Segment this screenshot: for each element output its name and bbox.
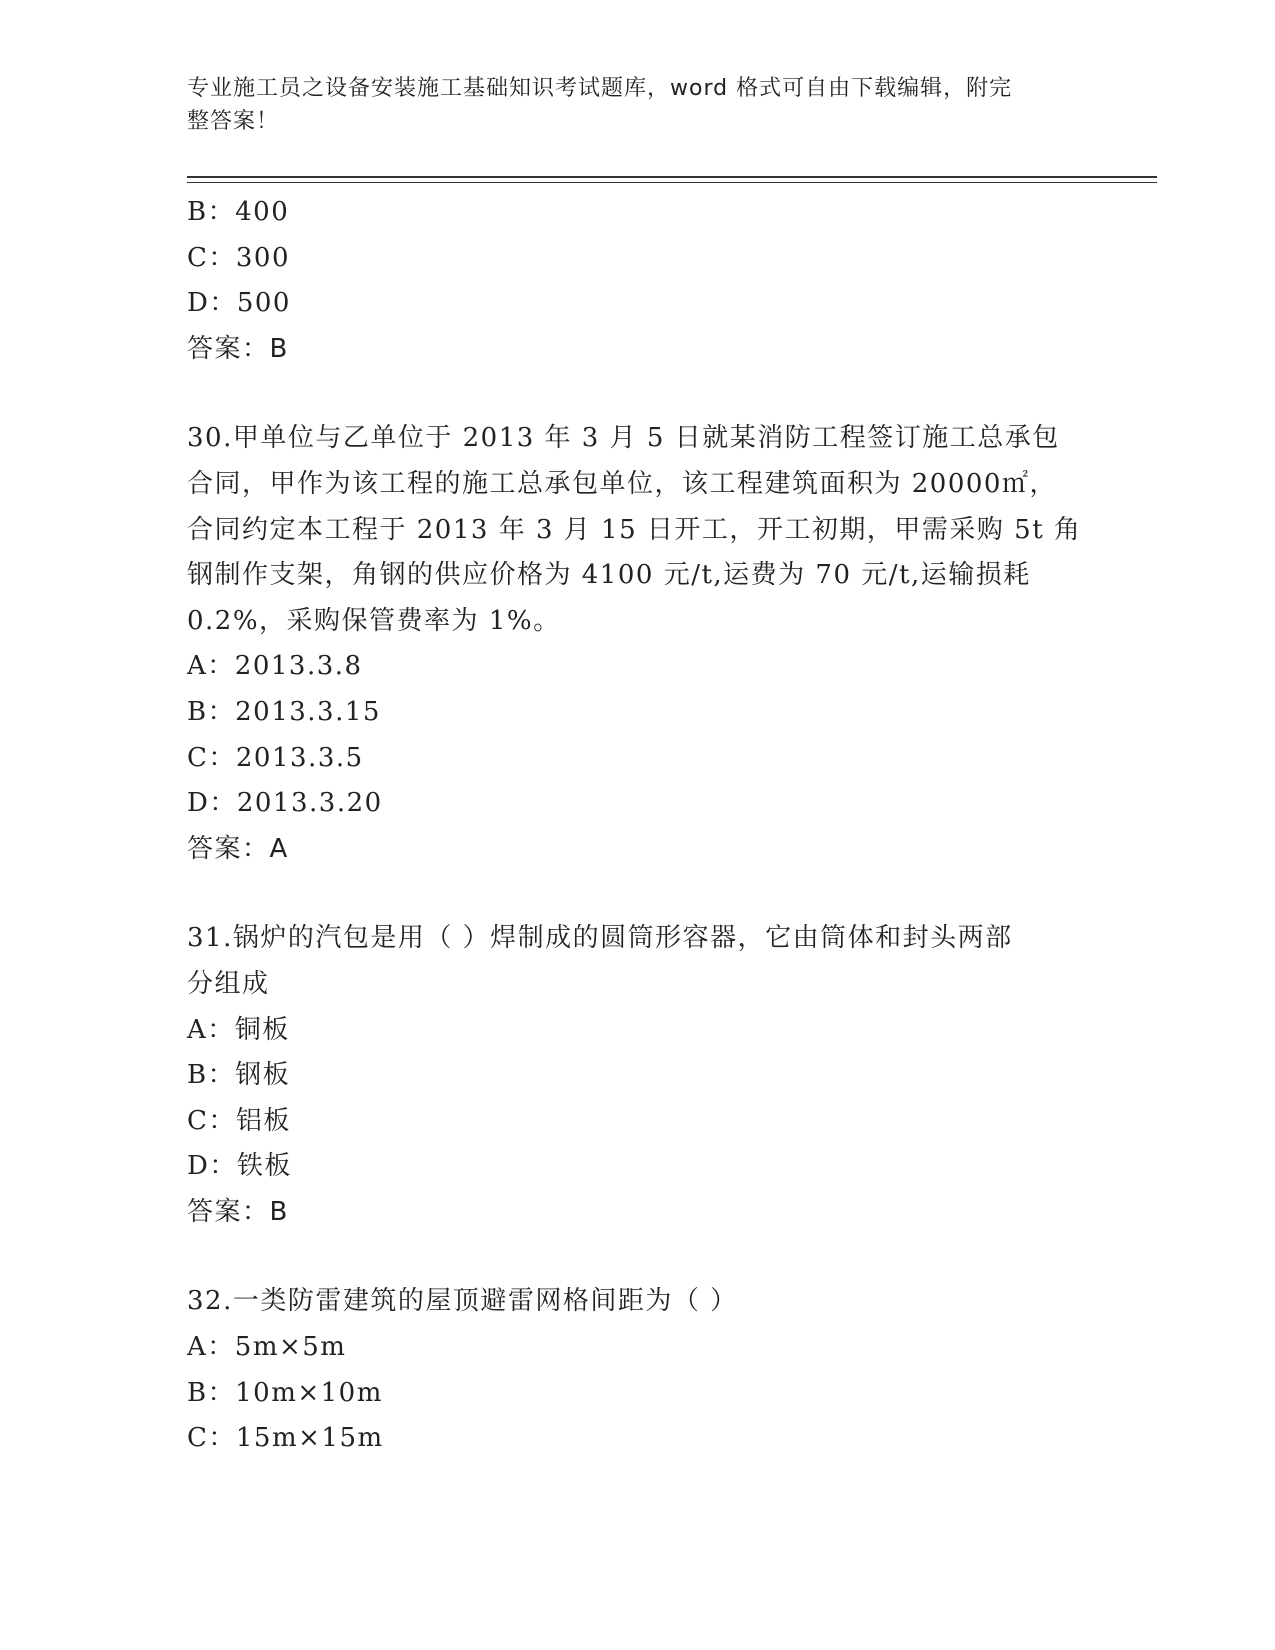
option-c: C：2013.3.5 bbox=[187, 742, 364, 773]
option-c: C：铝板 bbox=[187, 1105, 291, 1136]
option-a: A：2013.3.8 bbox=[187, 651, 363, 682]
answer: 答案：B bbox=[187, 333, 289, 364]
document-header bbox=[187, 72, 1067, 138]
question-text: 分组成 bbox=[187, 968, 270, 999]
option-b: B：2013.3.15 bbox=[187, 696, 381, 727]
question-text: 合同约定本工程于 2013 年 3 月 15 日开工，开工初期，甲需采购 5t 角 bbox=[187, 514, 1082, 545]
header-line: 专业施工员之设备安装施工基础知识考试题库，word 格式可自由下载编辑，附完 bbox=[187, 76, 1013, 101]
question-text: 31.锅炉的汽包是用（ ）焊制成的圆筒形容器，它由筒体和封头两部 bbox=[187, 923, 1013, 954]
answer: 答案：A bbox=[187, 833, 289, 864]
option-d: D：500 bbox=[187, 288, 291, 319]
question-31 bbox=[187, 916, 1087, 1235]
question-32 bbox=[187, 1279, 1087, 1461]
question-text: 钢制作支架，角钢的供应价格为 4100 元/t,运费为 70 元/t,运输损耗 bbox=[187, 560, 1031, 591]
option-b: B：钢板 bbox=[187, 1060, 291, 1091]
question-text: 0.2%，采购保管费率为 1%。 bbox=[187, 605, 561, 636]
header-divider bbox=[187, 176, 1157, 178]
option-a: A：铜板 bbox=[187, 1014, 290, 1045]
question-text: 合同，甲作为该工程的施工总承包单位，该工程建筑面积为 20000㎡， bbox=[187, 468, 1057, 499]
answer: 答案：B bbox=[187, 1196, 289, 1227]
question-list bbox=[187, 190, 1087, 1462]
option-b: B：400 bbox=[187, 197, 290, 227]
question-29 bbox=[187, 190, 1087, 372]
option-b: B：10m×10m bbox=[187, 1377, 383, 1408]
header-line: 整答案！ bbox=[187, 109, 280, 134]
question-text: 30.甲单位与乙单位于 2013 年 3 月 5 日就某消防工程签订施工总承包 bbox=[187, 423, 1060, 454]
question-text: 32.一类防雷建筑的屋顶避雷网格间距为（ ） bbox=[187, 1286, 738, 1317]
question-30 bbox=[187, 416, 1087, 872]
option-c: C：15m×15m bbox=[187, 1423, 384, 1454]
option-a: A：5m×5m bbox=[187, 1332, 347, 1363]
header-divider-thin bbox=[187, 182, 1157, 183]
option-d: D：铁板 bbox=[187, 1151, 292, 1182]
option-d: D：2013.3.20 bbox=[187, 788, 383, 819]
option-c: C：300 bbox=[187, 242, 291, 273]
